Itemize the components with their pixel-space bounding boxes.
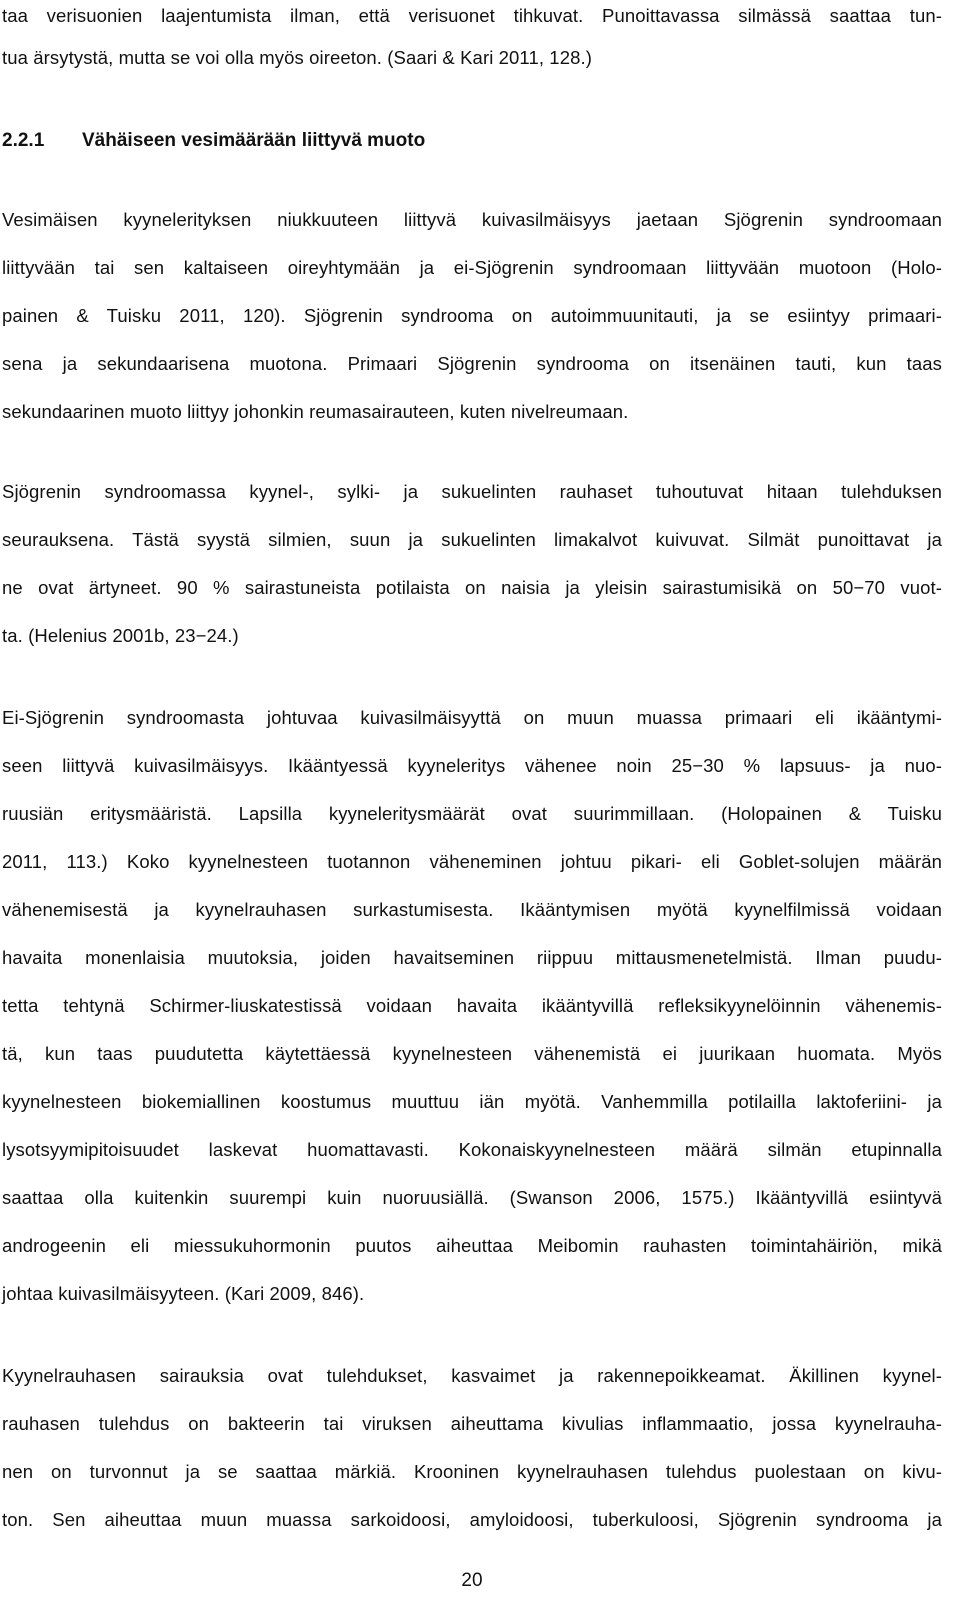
- text-line: androgeenin eli miessukuhormonin puutos aiheuttaa Meibomin rauhasten toimintahäiriön, mikä: [2, 1235, 942, 1256]
- text-line: seen liittyvä kuivasilmäisyys. Ikääntyessä kyyneleritys vähenee noin 25−30 % lapsuus- ja nuo-: [2, 755, 942, 776]
- text-line: kyynelnesteen biokemiallinen koostumus muuttuu iän myötä. Vanhemmilla potilailla laktoferiini- ja: [2, 1091, 942, 1112]
- section-number: 2.2.1: [2, 130, 45, 151]
- text-line: liittyvään tai sen kaltaiseen oireyhtymään ja ei-Sjögrenin syndroomaan liittyvään muotoon (Holo-: [2, 257, 942, 278]
- text-line: sena ja sekundaarisena muotona. Primaari Sjögrenin syndrooma on itsenäinen tauti, kun taas: [2, 353, 942, 374]
- text-line: ruusiän eritysmääristä. Lapsilla kyyneleritysmäärät ovat suurimmillaan. (Holopainen & Tuisku: [2, 803, 942, 824]
- page-number: 20: [461, 1570, 483, 1591]
- text-line: Kyynelrauhasen sairauksia ovat tulehdukset, kasvaimet ja rakennepoikkeamat. Äkillinen kyynel-: [2, 1365, 942, 1386]
- text-line: taa verisuonien laajentumista ilman, että verisuonet tihkuvat. Punoittavassa silmässä saattaa tun-: [2, 5, 942, 26]
- text-line: Ei-Sjögrenin syndroomasta johtuvaa kuivasilmäisyyttä on muun muassa primaari eli ikääntymi-: [2, 707, 942, 728]
- text-line: rauhasen tulehdus on bakteerin tai viruksen aiheuttama kivulias inflammaatio, jossa kyynelrauha-: [2, 1413, 942, 1434]
- text-line: ne ovat ärtyneet. 90 % sairastuneista potilaista on naisia ja yleisin sairastumisikä on 50−70 vuot-: [2, 577, 942, 598]
- text-line: johtaa kuivasilmäisyyteen. (Kari 2009, 846).: [2, 1283, 365, 1304]
- text-line: tua ärsytystä, mutta se voi olla myös oireeton. (Saari & Kari 2011, 128.): [2, 47, 592, 68]
- text-line: Sjögrenin syndroomassa kyynel-, sylki- ja sukuelinten rauhaset tuhoutuvat hitaan tulehduksen: [2, 481, 942, 502]
- section-title: Vähäiseen vesimäärään liittyvä muoto: [82, 130, 426, 151]
- text-line: havaita monenlaisia muutoksia, joiden havaitseminen riippuu mittausmenetelmistä. Ilman puudu-: [2, 947, 942, 968]
- text-line: nen on turvonnut ja se saattaa märkiä. Krooninen kyynelrauhasen tulehdus puolestaan on kivu-: [2, 1461, 942, 1482]
- text-line: saattaa olla kuitenkin suurempi kuin nuoruusiällä. (Swanson 2006, 1575.) Ikääntyvillä esiintyvä: [2, 1187, 942, 1208]
- text-line: Vesimäisen kyynelerityksen niukkuuteen liittyvä kuivasilmäisyys jaetaan Sjögrenin syndroomaan: [2, 209, 942, 230]
- text-line: ton. Sen aiheuttaa muun muassa sarkoidoosi, amyloidoosi, tuberkuloosi, Sjögrenin syndrooma ja: [2, 1509, 942, 1530]
- text-line: vähenemisestä ja kyynelrauhasen surkastumisesta. Ikääntymisen myötä kyynelfilmissä voidaan: [2, 899, 942, 920]
- text-line: 2011, 113.) Koko kyynelnesteen tuotannon väheneminen johtuu pikari- eli Goblet-solujen määrän: [2, 851, 942, 872]
- section-heading: [2, 128, 425, 154]
- text-line: seurauksena. Tästä syystä silmien, suun ja sukuelinten limakalvot kuivuvat. Silmät punoittavat ja: [2, 529, 942, 550]
- text-line: lysotsyymipitoisuudet laskevat huomattavasti. Kokonaiskyynelnesteen määrä silmän etupinnalla: [2, 1139, 942, 1160]
- text-line: tetta tehtynä Schirmer-liuskatestissä voidaan havaita ikääntyvillä refleksikyynelöinnin vähenemis-: [2, 995, 942, 1016]
- text-line: sekundaarinen muoto liittyy johonkin reumasairauteen, kuten nivelreumaan.: [2, 401, 629, 422]
- text-line: ta. (Helenius 2001b, 23−24.): [2, 625, 239, 646]
- text-line: painen & Tuisku 2011, 120). Sjögrenin syndrooma on autoimmuunitauti, ja se esiintyy primaari-: [2, 305, 942, 326]
- text-line: tä, kun taas puudutetta käytettäessä kyynelnesteen vähenemistä ei juurikaan huomata. Myös: [2, 1043, 942, 1064]
- document-page: [2, 0, 942, 1600]
